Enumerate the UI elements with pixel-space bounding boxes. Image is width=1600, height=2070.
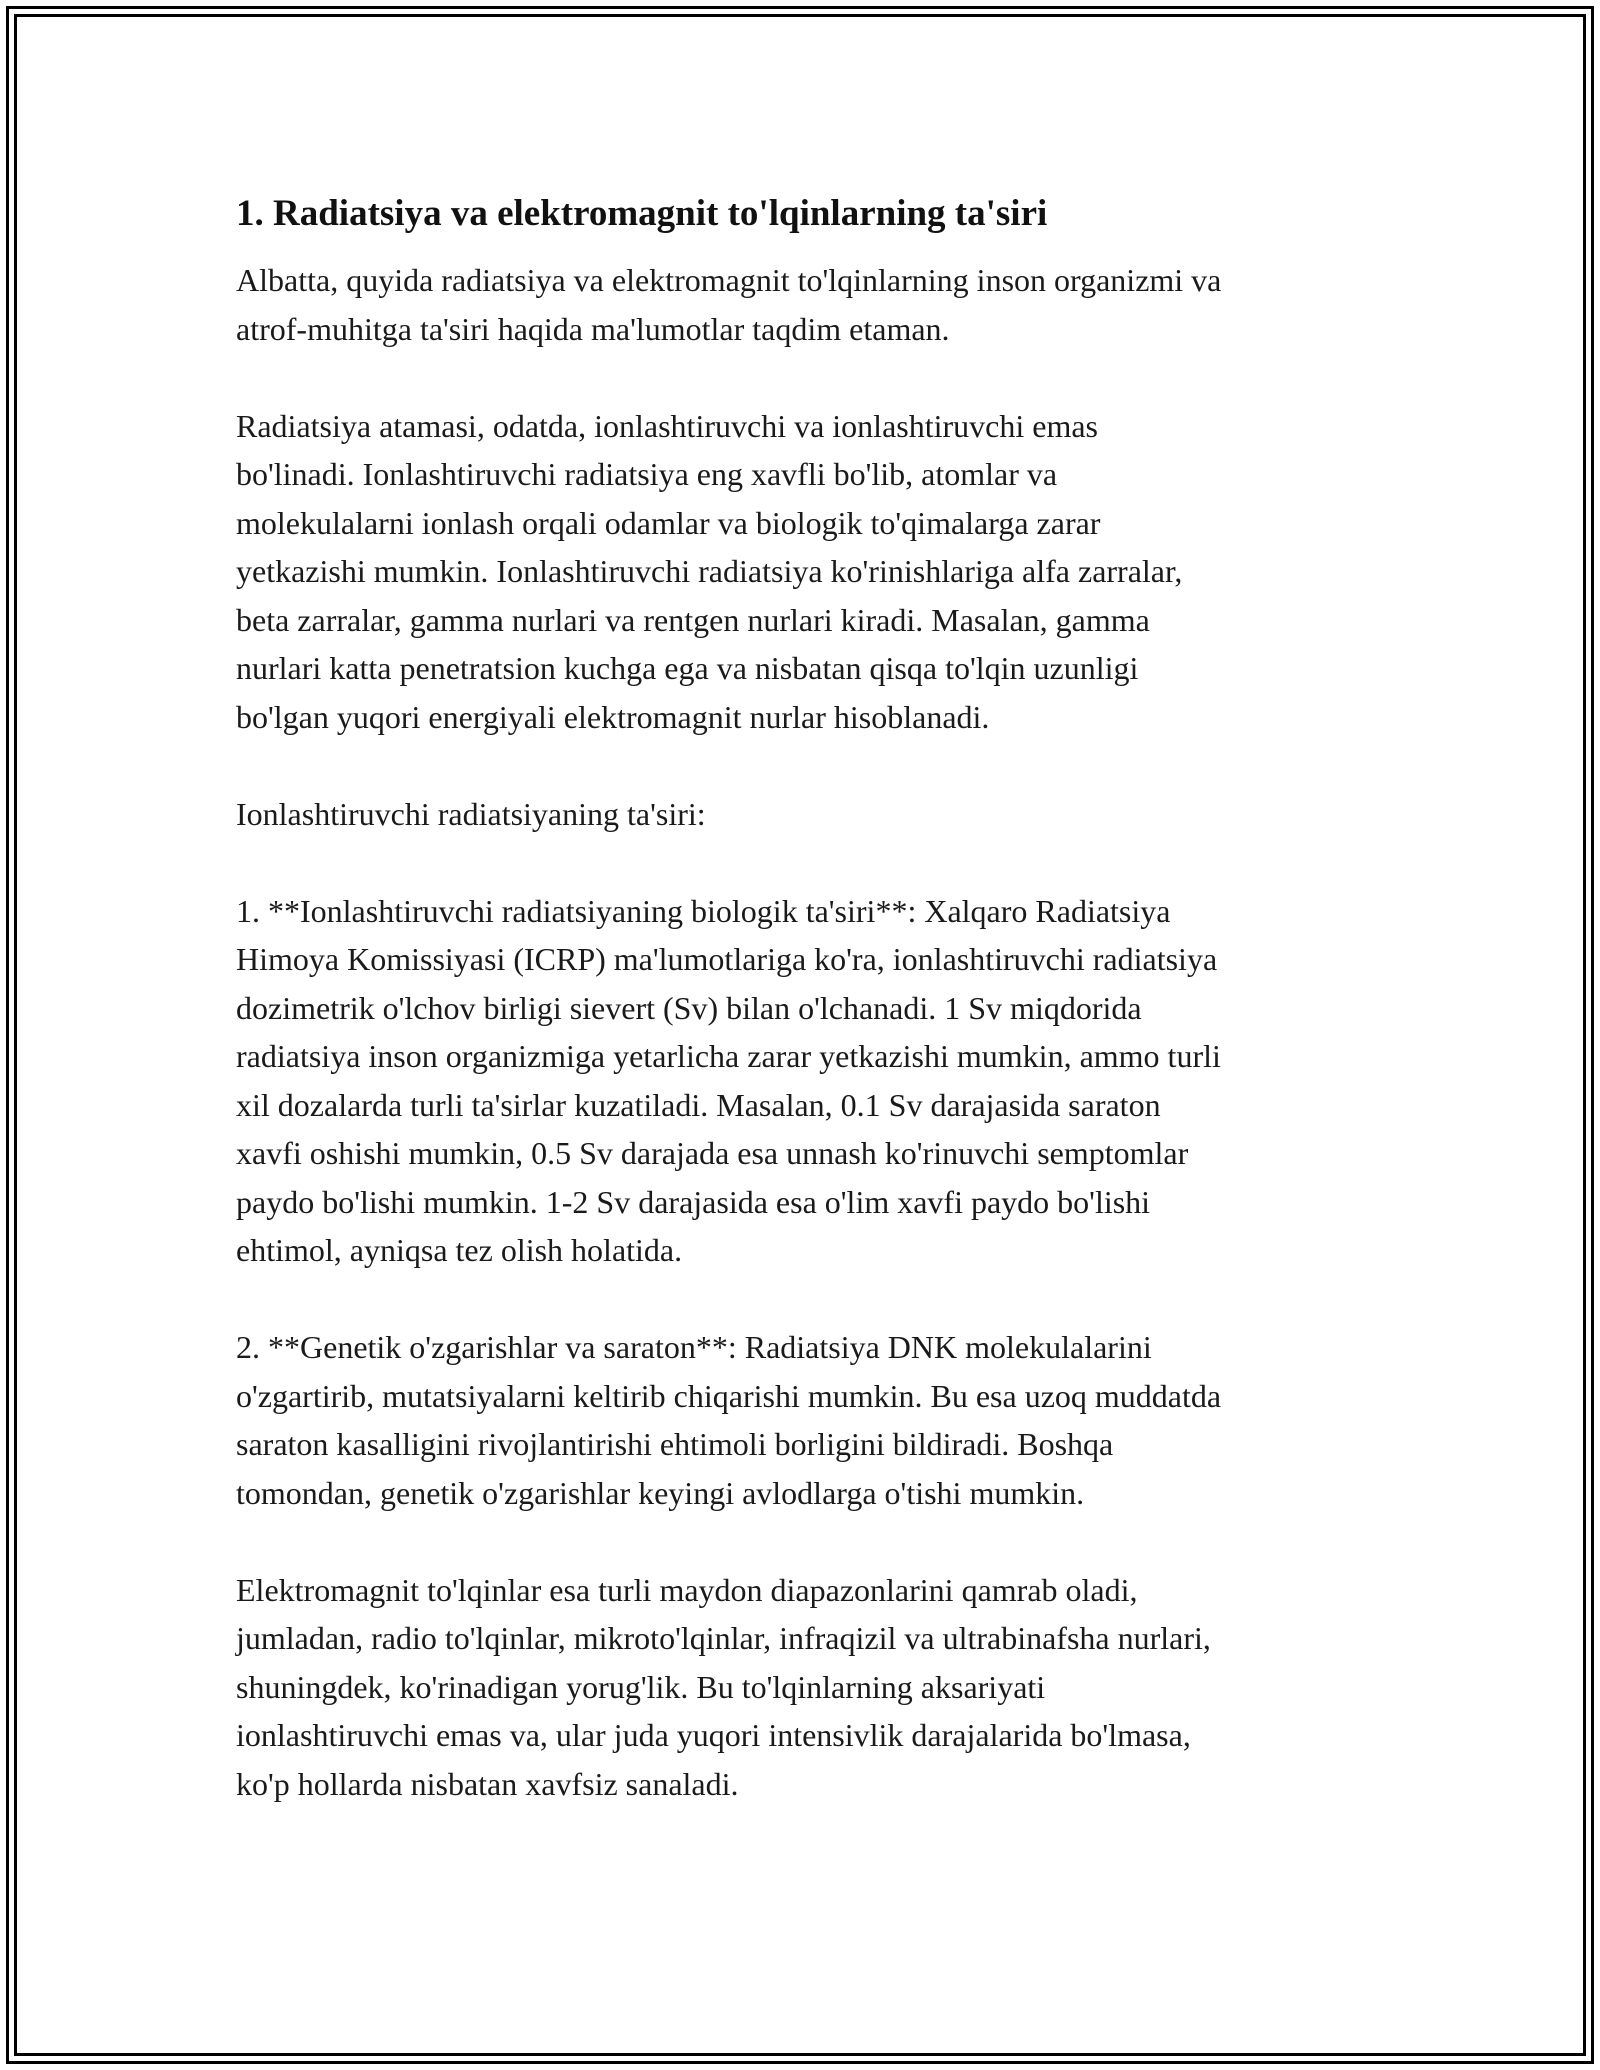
document-title: 1. Radiatsiya va elektromagnit to'lqinlarning ta'siri bbox=[236, 193, 1048, 234]
paragraph-biological-effects: 1. **Ionlashtiruvchi radiatsiyaning biologik ta'siri**: Xalqaro Radiatsiya Himoya Komissiyasi (ICRP) ma'lumotlariga ko'ra, ionlashtiruvchi radiatsiya dozimetrik o'lchov birligi sievert (Sv) bilan o'lchanadi. 1 Sv miqdorida radiatsiya inson organizmiga yetarlicha zarar yetkazishi mumkin, ammo turli xil dozalarda turli ta'sirlar kuzatiladi. Masalan, 0.1 Sv darajasida saraton xavfi oshishi mumkin, 0.5 Sv darajada esa unnash ko'rinuvchi semptomlar paydo bo'lishi mumkin. 1-2 Sv darajasida esa o'lim xavfi paydo bo'lishi ehtimol, ayniqsa tez olish holatida. bbox=[236, 892, 1221, 1268]
paragraph-intro: Albatta, quyida radiatsiya va elektromagnit to'lqinlarning inson organizmi va atrof-muhitga ta'siri haqida ma'lumotlar taqdim etaman. bbox=[236, 262, 1222, 347]
paragraph-effects-heading: Ionlashtiruvchi radiatsiyaning ta'siri: bbox=[236, 795, 706, 832]
paragraph-radiation-definition: Radiatsiya atamasi, odatda, ionlashtiruvchi va ionlashtiruvchi emas bo'linadi. Ionlashtiruvchi radiatsiya eng xavfli bo'lib, atomlar va molekulalarni ionlash orqali odamlar va biologik to'qimalarga zarar yetkazishi mumkin. Ionlashtiruvchi radiatsiya ko'rinishlariga alfa zarralar, beta zarralar, gamma nurlari va rentgen nurlari kiradi. Masalan, gamma nurlari katta penetratsion kuchga ega va nisbatan qisqa to'lqin uzunligi bo'lgan yuqori energiyali elektromagnit nurlar hisoblanadi. bbox=[236, 407, 1183, 735]
paragraph-electromagnetic-waves: Elektromagnit to'lqinlar esa turli maydon diapazonlarini qamrab oladi, jumladan, radio to'lqinlar, mikroto'lqinlar, infraqizil va ultrabinafsha nurlari, shuningdek, ko'rinadigan yorug'lik. Bu to'lqinlarning aksariyati ionlashtiruvchi emas va, ular juda yuqori intensivlik darajalarida bo'lmasa, ko'p hollarda nisbatan xavfsiz sanaladi. bbox=[236, 1571, 1211, 1802]
paragraph-genetic-changes: 2. **Genetik o'zgarishlar va saraton**: Radiatsiya DNK molekulalarini o'zgartirib, mutatsiyalarni keltirib chiqarishi mumkin. Bu esa uzoq muddatda saraton kasalligini rivojlantirishi ehtimoli borligini bildiradi. Boshqa tomondan, genetik o'zgarishlar keyingi avlodlarga o'tishi mumkin. bbox=[236, 1329, 1222, 1511]
document-body bbox=[236, 188, 1376, 1808]
